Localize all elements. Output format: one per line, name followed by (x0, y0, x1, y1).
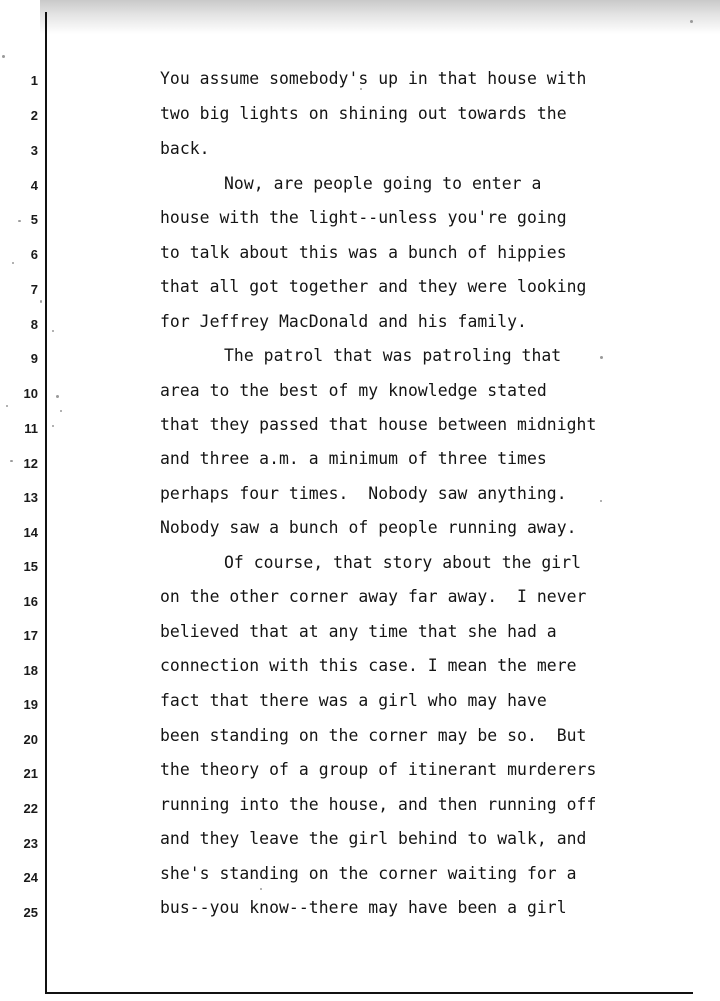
transcript-line: that they passed that house between midnight (160, 415, 597, 434)
scan-speck (12, 262, 14, 264)
transcript-line: running into the house, and then running off (160, 795, 597, 814)
transcript-line: the theory of a group of itinerant murderers (160, 760, 597, 779)
line-number: 21 (23, 766, 38, 781)
transcript-line: Nobody saw a bunch of people running away. (160, 518, 577, 537)
transcript-line: bus--you know--there may have been a girl (160, 898, 567, 917)
line-number: 15 (23, 559, 38, 574)
transcript-line: that all got together and they were looking (160, 277, 587, 296)
scan-shading (40, 0, 720, 34)
scan-speck (2, 55, 5, 58)
scan-speck (18, 220, 21, 222)
line-number: 18 (23, 663, 38, 678)
line-number: 11 (24, 421, 38, 436)
line-number: 8 (30, 317, 38, 332)
line-number: 6 (30, 247, 38, 262)
scan-speck (690, 20, 693, 23)
line-number: 1 (30, 73, 38, 88)
scan-speck (52, 425, 54, 427)
line-number: 20 (23, 732, 38, 747)
line-number: 4 (30, 178, 38, 193)
scan-speck (6, 405, 8, 407)
transcript-line: back. (160, 139, 210, 158)
transcript-line: been standing on the corner may be so. But (160, 726, 587, 745)
transcript-line: two big lights on shining out towards the (160, 104, 567, 123)
line-number: 13 (23, 490, 38, 505)
transcript-line: Of course, that story about the girl (224, 553, 582, 572)
line-number: 5 (30, 212, 38, 227)
bottom-margin-rule (45, 992, 693, 994)
line-number: 7 (30, 282, 38, 297)
left-margin-rule (45, 12, 47, 994)
scan-speck (600, 356, 603, 359)
transcript-line: area to the best of my knowledge stated (160, 381, 547, 400)
scan-speck (360, 88, 362, 90)
line-number: 25 (23, 905, 38, 920)
transcript-line: The patrol that was patroling that (224, 346, 562, 365)
line-number: 16 (23, 594, 38, 609)
line-number: 17 (23, 628, 38, 643)
line-number: 24 (23, 870, 38, 885)
transcript-line: Now, are people going to enter a (224, 174, 542, 193)
line-number: 9 (30, 351, 38, 366)
scan-speck (60, 410, 62, 412)
line-number: 10 (23, 386, 38, 401)
transcript-line: and three a.m. a minimum of three times (160, 449, 547, 468)
line-number: 14 (23, 525, 38, 540)
line-number: 22 (23, 801, 38, 816)
transcript-line: connection with this case. I mean the mere (160, 656, 577, 675)
transcript-line: she's standing on the corner waiting for a (160, 864, 577, 883)
scan-speck (260, 888, 262, 890)
transcript-line: for Jeffrey MacDonald and his family. (160, 312, 527, 331)
scan-speck (52, 330, 54, 332)
scan-speck (10, 460, 13, 462)
line-number: 2 (30, 108, 38, 123)
scan-speck (40, 300, 42, 303)
transcript-line: You assume somebody's up in that house with (160, 69, 587, 88)
line-number: 12 (23, 456, 38, 471)
transcript-line: to talk about this was a bunch of hippies (160, 243, 567, 262)
line-number: 19 (23, 697, 38, 712)
transcript-line: and they leave the girl behind to walk, and (160, 829, 587, 848)
line-number: 23 (23, 836, 38, 851)
transcript-line: on the other corner away far away. I never (160, 587, 587, 606)
transcript-line: fact that there was a girl who may have (160, 691, 547, 710)
transcript-line: perhaps four times. Nobody saw anything. (160, 484, 567, 503)
line-number: 3 (30, 143, 38, 158)
transcript-line: house with the light--unless you're going (160, 208, 567, 227)
transcript-line: believed that at any time that she had a (160, 622, 557, 641)
scan-speck (56, 395, 59, 398)
scan-speck (600, 500, 602, 502)
